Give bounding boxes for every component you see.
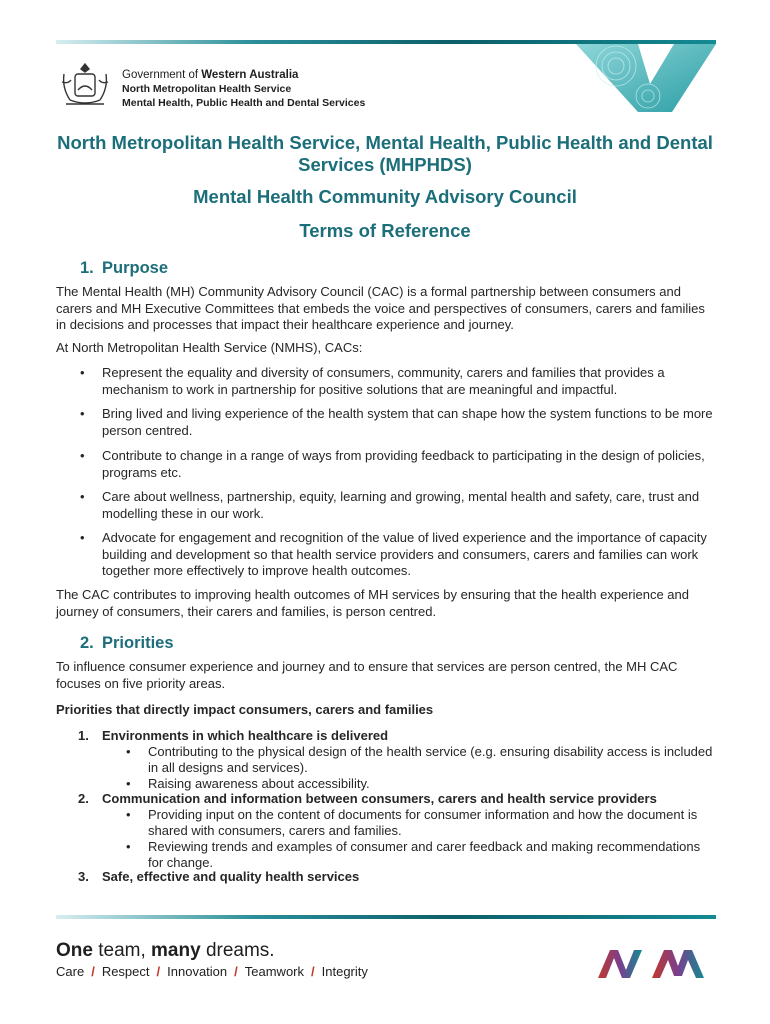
footer-tagline: One team, many dreams. xyxy=(56,940,275,961)
priorities-subheading: Priorities that directly impact consumers, carers and families xyxy=(56,702,434,717)
section-heading-priorities: 2. Priorities xyxy=(80,634,174,652)
value-respect: Respect xyxy=(101,964,150,979)
value-integrity: Integrity xyxy=(321,964,368,979)
division-name: Mental Health, Public Health and Dental Services xyxy=(122,97,366,109)
value-innovation: Innovation xyxy=(167,964,228,979)
wa-coat-of-arms-icon xyxy=(56,60,114,110)
document-main-title: North Metropolitan Health Service, Mental Health, Public Health and Dental Services (MHPHDS) xyxy=(57,132,713,175)
purpose-intro-paragraph: The Mental Health (MH) Community Advisory Council (CAC) is a formal partnership between consumers and carers and MH Executive Committees that embeds the voice and perspectives of consumers, carers and families in decisions and processes that impact their healthcare experience and journey. xyxy=(56,284,705,332)
nmhs-nm-logo-icon xyxy=(596,948,716,980)
service-name: North Metropolitan Health Service xyxy=(122,83,292,95)
gov-prefix: Government of xyxy=(122,69,202,81)
council-title: Mental Health Community Advisory Council xyxy=(193,186,577,207)
nmhs-chevron-logo-icon xyxy=(576,44,716,116)
value-teamwork: Teamwork xyxy=(244,964,305,979)
footer-values: Care / Respect / Innovation / Teamwork / Integrity xyxy=(56,964,368,979)
terms-of-reference-title: Terms of Reference xyxy=(299,220,471,241)
priorities-intro-paragraph: To influence consumer experience and journey and to ensure that services are person centred, the MH CAC focuses on five priority areas. xyxy=(56,659,678,691)
bottom-divider-bar xyxy=(56,915,716,919)
section-heading-purpose: 1. Purpose xyxy=(80,259,169,277)
purpose-closing-paragraph: The CAC contributes to improving health outcomes of MH services by ensuring that the health experience and journey of consumers, their carers and families, is person centred. xyxy=(56,587,690,619)
purpose-lead-paragraph: At North Metropolitan Health Service (NMHS), CACs: xyxy=(56,340,363,355)
gov-state: Western Australia xyxy=(201,69,299,81)
government-branding xyxy=(122,68,365,110)
value-care: Care xyxy=(56,964,85,979)
